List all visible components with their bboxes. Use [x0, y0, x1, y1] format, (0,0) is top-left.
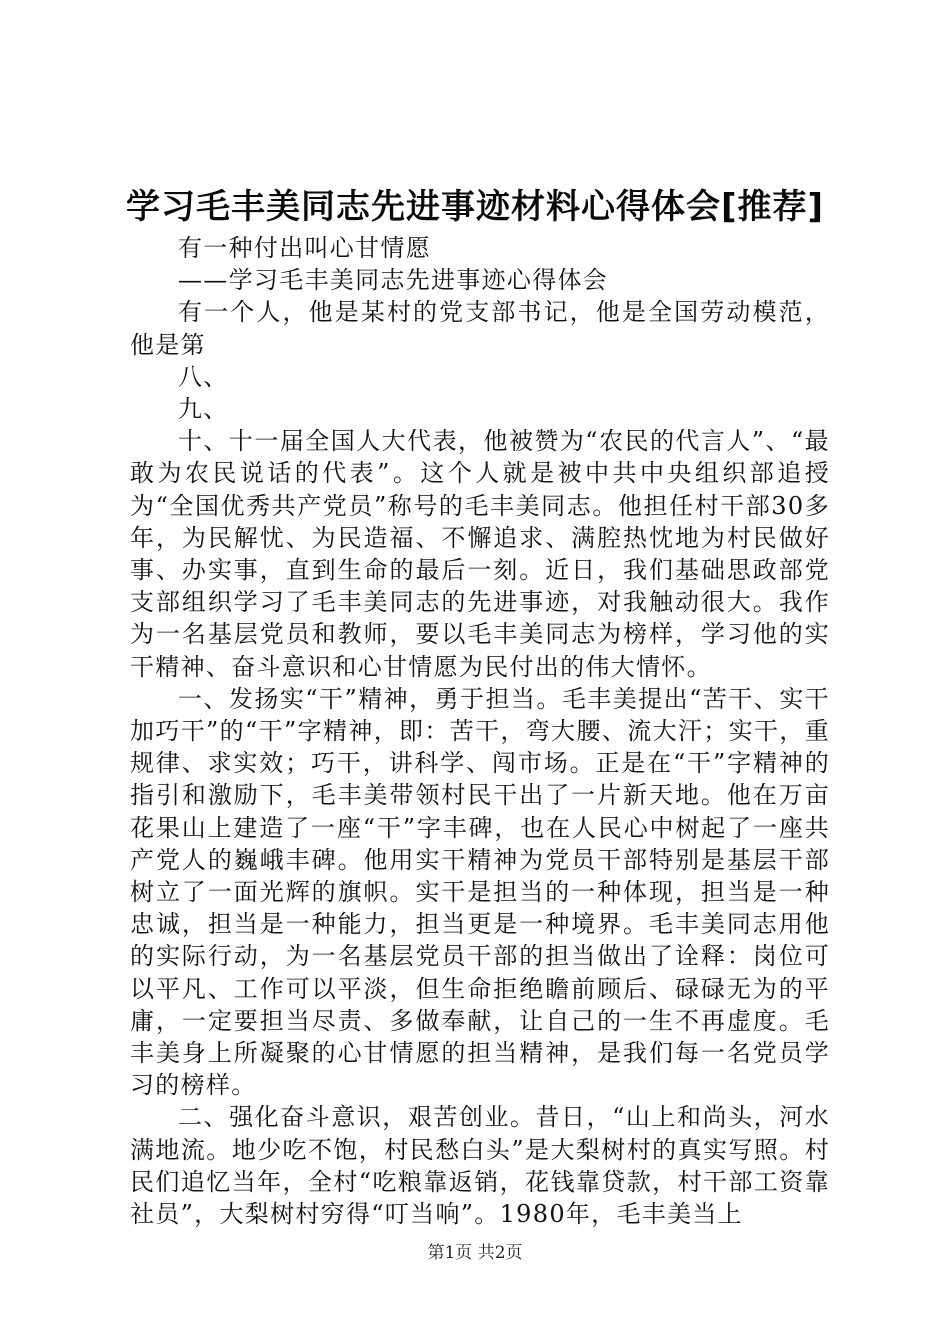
paragraph-main: 十、十一届全国人大代表，他被赞为“农民的代言人”、“最敢为农民说话的代表”。这个人就是被中共中央组织部追授为“全国优秀共产党员”称号的毛丰美同志。他担任村干部30多年，为民解忧、为民造福、不懈追求、满腔热忱地为村民做好事、办实事，直到生命的最后一刻。近日，我们基础思政部党支部组织学习了毛丰美同志的先进事迹，对我触动很大。我作为一名基层党员和教师，要以毛丰美同志为榜样，学习他的实干精神、奋斗意识和心甘情愿为民付出的伟大情怀。	[130, 427, 830, 681]
paragraph-section-one: 一、发扬实“干”精神，勇于担当。毛丰美提出“苦干、实干加巧干”的“干”字精神，即：苦干，弯大腰、流大汗；实干，重规律、求实效；巧干，讲科学、闯市场。正是在“干”字精神的指引和激励下，毛丰美带领村民干出了一片新天地。他在万亩花果山上建造了一座“干”字丰碑，也在人民心中树起了一座共产党人的巍峨丰碑。他用实干精神为党员干部特别是基层干部树立了一面光辉的旗帜。实干是担当的一种体现，担当是一种忠诚，担当是一种能力，担当更是一种境界。毛丰美同志用他的实际行动，为一名基层党员干部的担当做出了诠释：岗位可以平凡、工作可以平淡，但生命拒绝瞻前顾后、碌碌无为的平庸，一定要担当尽责、多做奉献，让自己的一生不再虚度。毛丰美身上所凝聚的心甘情愿的担当精神，是我们每一名党员学习的榜样。	[130, 684, 830, 1100]
document-title: 学习毛丰美同志先进事迹材料心得体会[推荐]	[125, 187, 825, 227]
paragraph-intro: 有一个人，他是某村的党支部书记，他是全国劳动模范，他是第	[130, 298, 830, 359]
paragraph-list-nine: 九、	[178, 395, 229, 424]
document-body	[130, 232, 830, 1230]
paragraph-subheading: ——学习毛丰美同志先进事迹心得体会	[178, 266, 609, 295]
paragraph-list-eight: 八、	[178, 362, 229, 391]
paragraph-subtitle: 有一种付出叫心甘情愿	[178, 234, 431, 262]
paragraph-section-two: 二、强化奋斗意识，艰苦创业。昔日，“山上和尚头，河水满地流。地少吃不饱，村民愁白头”是大梨树村的真实写照。村民们追忆当年，全村“吃粮靠返销，花钱靠贷款，村干部工资靠社员”，大梨树村穷得“叮当响”。1980年，毛丰美当上	[130, 1103, 830, 1229]
page-number-footer: 第1页 共2页	[427, 1243, 523, 1263]
